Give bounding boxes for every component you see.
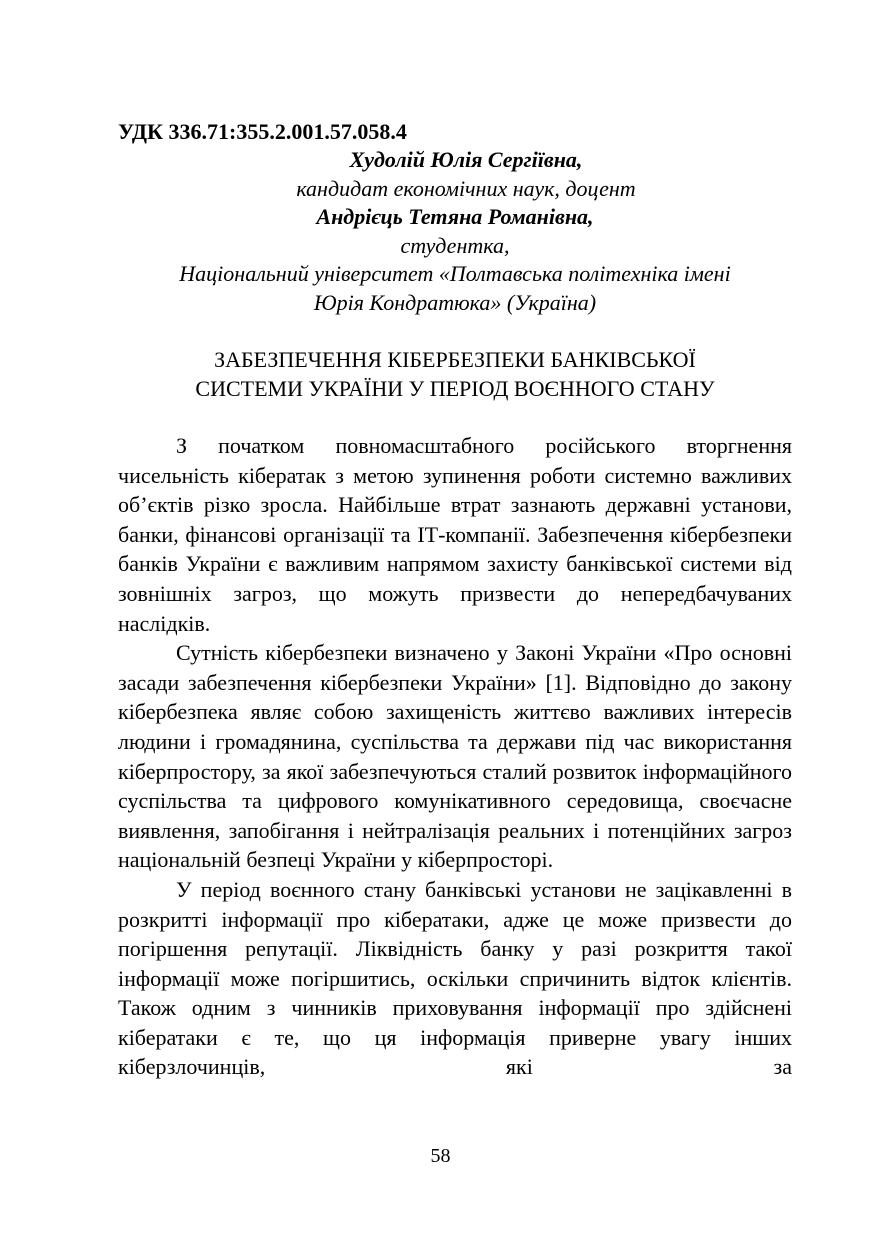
author2-name: Андрієць Тетяна Романівна, [316,204,594,229]
page-number: 58 [430,1145,451,1167]
paragraph-1: З початком повномасштабного російського вторгнення чисельність кібератак з метою зупинення роботи системно важливих об’єктів різко зросла. Найбільше втрат зазнають державні установи, банки, фінансові організації та ІТ-компанії. Забезпечення кібербезпеки банків України є важливим напрямом захисту банківської системи від зовнішніх загроз, що можуть призвести до непередбачуваних наслідків. [118,433,792,636]
article-title-line-2: СИСТЕМИ УКРАЇНИ У ПЕРІОД ВОЄННОГО СТАНУ [195,376,715,401]
article-title-line-1: ЗАБЕЗПЕЧЕННЯ КІБЕРБЕЗПЕКИ БАНКІВСЬКОЇ [214,347,696,372]
article-body [118,431,792,1082]
author2-title: студентка, [400,232,510,258]
author1-name: Худолій Юлія Сергіївна, [349,147,583,172]
author1-title: кандидат економічних наук, доцент [296,175,636,201]
article-title [118,345,792,403]
udk-code: УДК 336.71:355.2.001.57.058.4 [118,119,407,144]
paragraph-3: У період воєнного стану банківські установи не зацікавленні в розкритті інформації про кібератаки, адже це може призвести до погіршення репутації. Ліквідність банку у разі розкриття такої інформації може погіршитись, оскільки спричинить відток клієнтів. Також одним з чинників приховування інформації про здійснені кібератаки є те, що ця інформація приверне увагу інших кіберзлочинців, які за [118,876,792,1080]
page-content [118,118,792,1082]
author-block [118,146,792,317]
paragraph-2: Сутність кібербезпеки визначено у Законі України «Про основні засади забезпечення кібербезпеки України» [1]. Відповідно до закону кібербезпека являє собою захищеність життєво важливих інтересів людини і громадянина, суспільства та держави під час використання кіберпростору, за якої забезпечуються сталий розвиток інформаційного суспільства та цифрового комунікативного середовища, своєчасне виявлення, запобігання і нейтралізація реальних і потенційних загроз національній безпеці України у кіберпросторі. [118,640,792,873]
affiliation-line-2: Юрія Кондратюка» (Україна) [313,289,597,315]
affiliation-line-1: Національний університет «Полтавська політехніка імені [179,261,731,286]
